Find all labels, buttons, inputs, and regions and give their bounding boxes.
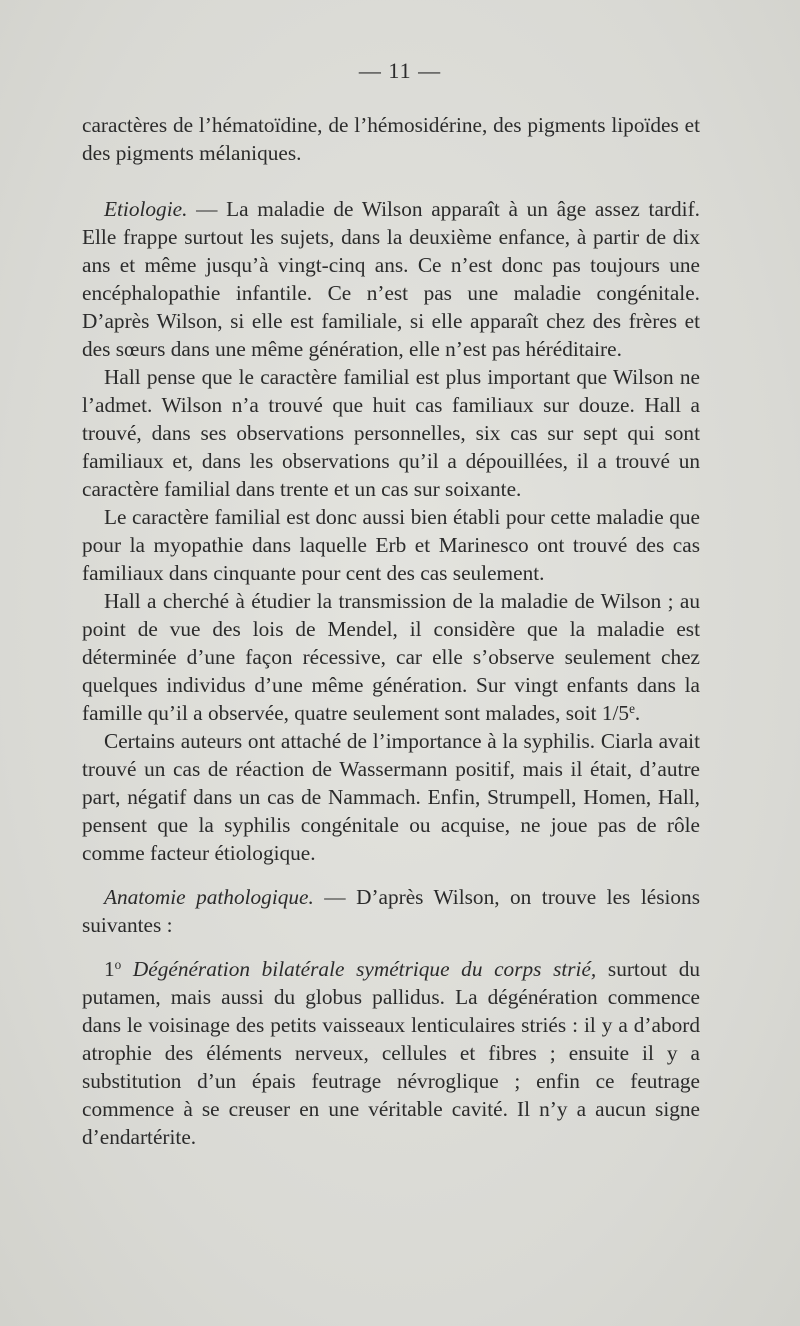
paragraph-degeneration bbox=[82, 955, 700, 1151]
page-number: — 11 — bbox=[358, 58, 442, 83]
paragraph-continuation: caractères de l’hématoïdine, de l’hémosidérine, des pigments lipoïdes et des pigments mélaniques. bbox=[82, 113, 700, 165]
section-heading-etiologie: Etiologie. bbox=[104, 197, 188, 221]
paragraph-end: . bbox=[634, 701, 641, 725]
list-number: 1 bbox=[104, 957, 115, 981]
paragraph-etiologie bbox=[82, 195, 700, 363]
paragraph-syphilis: Certains auteurs ont attaché de l’importance à la syphilis. Ciarla avait trouvé un cas de réaction de Wassermann positif, mais il était, d’autre part, négatif dans un cas de Nammach. Enfin, Strumpell, Homen, Hall, pensent que la syphilis congénitale ou acquise, ne joue pas de rôle comme facteur étiologique. bbox=[82, 729, 700, 865]
paragraph-anatomie bbox=[82, 883, 700, 939]
item-heading-degeneration: Dégénération bilatérale symétrique du corps strié, bbox=[121, 957, 597, 981]
paragraph-transmission bbox=[82, 587, 700, 727]
paragraph-text: — La maladie de Wilson apparaît à un âge assez tardif. Elle frappe surtout les sujets, dans la deuxième enfance, à partir de dix ans et même jusqu’à vingt-cinq ans. Ce n’est donc pas toujours une encéphalopathie infantile. Ce n’est pas une maladie congénitale. D’après Wilson, si elle est familiale, si elle apparaît chez des frères et des sœurs dans une même génération, elle n’est pas héréditaire. bbox=[82, 197, 700, 361]
paragraph-text: surtout du putamen, mais aussi du globus pallidus. La dégénération commence dans le voisinage des petits vaisseaux lenticulaires striés : il y a d’abord atrophie des éléments nerveux, cellules et fibres ; ensuite il y a substitution d’un épais feutrage névroglique ; enfin ce feutrage commence à se creuser en une véritable cavité. Il n’y a aucun signe d’endartérite. bbox=[82, 957, 701, 1149]
paragraph-hall-familial: Hall pense que le caractère familial est plus important que Wilson ne l’admet. Wilson n’a trouvé que huit cas familiaux sur douze. Hall a trouvé, dans ses observations personnelles, six cas sur sept qui sont familiaux et, dans les observations qu’il a dépouillées, il a trouvé un caractère familial dans trente et un cas sur soixante. bbox=[82, 365, 700, 501]
superscript: e bbox=[629, 700, 635, 716]
body-text bbox=[82, 111, 700, 1151]
superscript: o bbox=[114, 956, 122, 972]
paragraph-text: Hall a cherché à étudier la transmission de la maladie de Wilson ; au point de vue des lois de Mendel, il considère que la maladie est déterminée d’une façon récessive, car elle s’observe seulement chez quelques individus d’une même génération. Sur vingt enfants dans la famille qu’il a observée, quatre seulement sont malades, soit 1/5 bbox=[82, 589, 700, 725]
paragraph-text: — D’après Wilson, on trouve les lésions suivantes : bbox=[82, 885, 700, 937]
section-heading-anatomie: Anatomie pathologique. bbox=[104, 885, 314, 909]
paragraph-caractere-familial: Le caractère familial est donc aussi bien établi pour cette maladie que pour la myopathie dans laquelle Erb et Marinesco ont trouvé des cas familiaux dans cinquante pour cent des cas seulement. bbox=[82, 505, 700, 585]
